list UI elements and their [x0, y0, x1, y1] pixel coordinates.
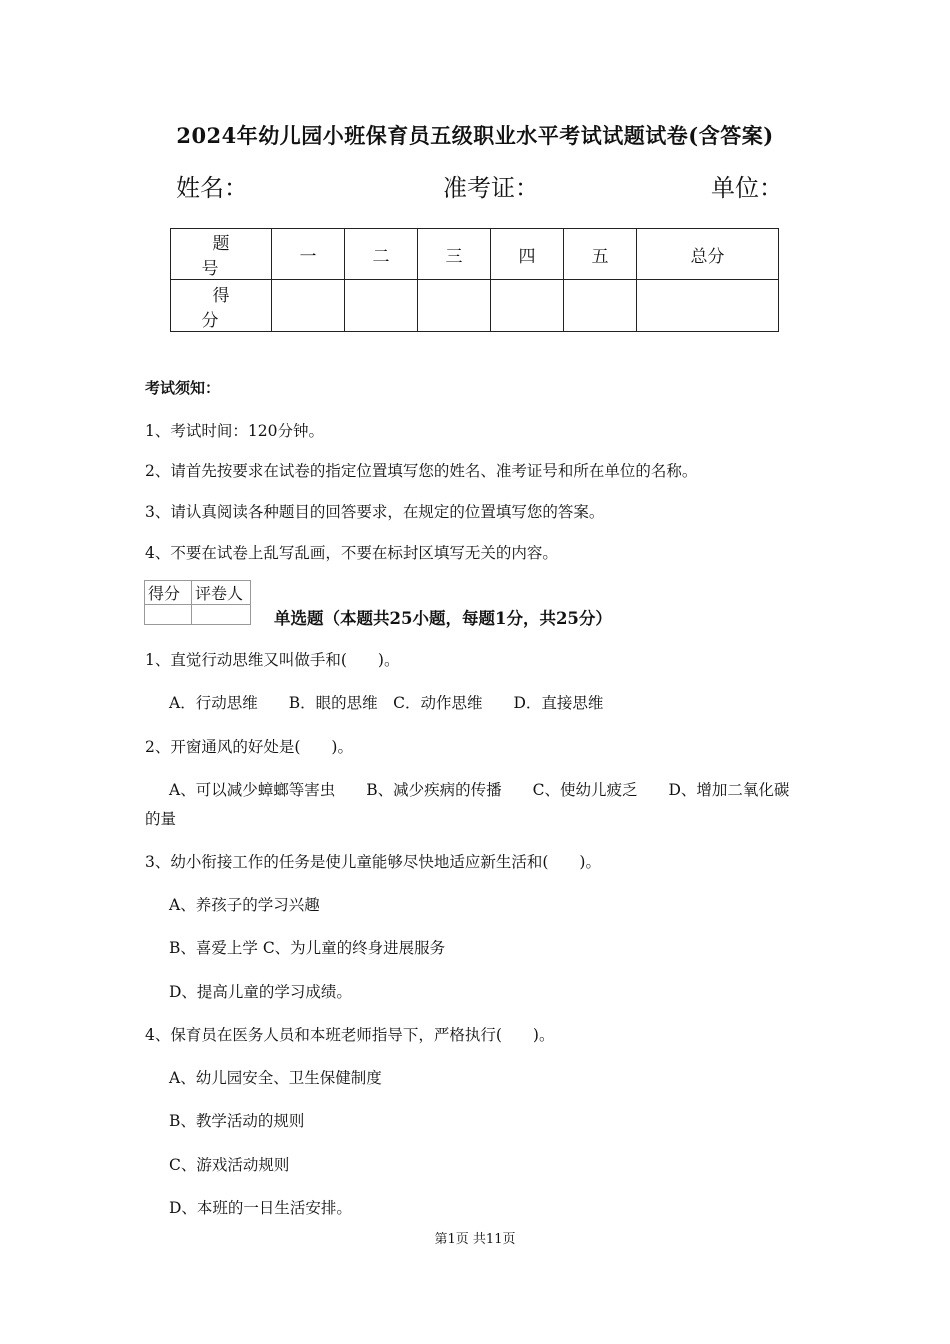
exam-number-field-label: 准考证： [443, 174, 539, 202]
score-table-cell: 题 号 [171, 229, 272, 280]
notice-title: 考试须知： [145, 379, 221, 397]
score-table-cell: 三 [418, 229, 491, 280]
notice-item: 1、考试时间：120分钟。 [145, 422, 324, 440]
name-field-label: 姓名： [176, 174, 248, 202]
question-option: A、可以减少蟑螂等害虫 B、减少疾病的传播 C、使幼儿疲乏 D、增加二氧化碳 [169, 781, 790, 799]
grader-score-label: 得分 [145, 581, 192, 605]
unit-field-label: 单位： [711, 174, 783, 202]
score-table-cell[interactable] [491, 280, 564, 332]
grader-score-cell[interactable] [145, 605, 192, 625]
grader-box [144, 580, 251, 625]
page-footer: 第1页 共11页 [434, 1232, 516, 1247]
notice-item: 4、不要在试卷上乱写乱画，不要在标封区填写无关的内容。 [145, 544, 558, 562]
section-title: 单选题（本题共25小题，每题1分，共25分） [274, 609, 612, 628]
question-option: B、喜爱上学 C、为儿童的终身进展服务 [169, 939, 446, 957]
score-table [170, 228, 779, 332]
score-table-cell: 得 分 [171, 280, 272, 332]
document-title: 2024年幼儿园小班保育员五级职业水平考试试题试卷(含答案) [176, 123, 774, 148]
score-table-header-row [171, 229, 779, 280]
question-stem: 2、开窗通风的好处是( )。 [145, 738, 353, 756]
question-stem: 4、保育员在医务人员和本班老师指导下，严格执行( )。 [145, 1026, 555, 1044]
score-table-cell: 五 [564, 229, 637, 280]
score-table-cell: 总分 [637, 229, 779, 280]
question-option: D、提高儿童的学习成绩。 [169, 983, 352, 1001]
score-table-cell[interactable] [345, 280, 418, 332]
question-option: 的量 [145, 810, 177, 828]
question-option: A、养孩子的学习兴趣 [169, 896, 320, 914]
question-option: D、本班的一日生活安排。 [169, 1199, 352, 1217]
notice-item: 3、请认真阅读各种题目的回答要求，在规定的位置填写您的答案。 [145, 503, 605, 521]
question-option: C、游戏活动规则 [169, 1156, 290, 1174]
score-table-cell[interactable] [564, 280, 637, 332]
question-option: A．行动思维 B．眼的思维 C．动作思维 D．直接思维 [169, 694, 604, 712]
grader-reviewer-cell[interactable] [192, 605, 251, 625]
score-table-score-row [171, 280, 779, 332]
score-table-cell: 一 [272, 229, 345, 280]
score-table-cell: 四 [491, 229, 564, 280]
score-table-cell[interactable] [418, 280, 491, 332]
question-option: A、幼儿园安全、卫生保健制度 [169, 1069, 382, 1087]
notice-item: 2、请首先按要求在试卷的指定位置填写您的姓名、准考证号和所在单位的名称。 [145, 462, 698, 480]
question-option: B、教学活动的规则 [169, 1112, 305, 1130]
score-table-cell: 二 [345, 229, 418, 280]
question-stem: 3、幼小衔接工作的任务是使儿童能够尽快地适应新生活和( )。 [145, 853, 601, 871]
question-stem: 1、直觉行动思维又叫做手和( )。 [145, 651, 400, 669]
score-table-cell[interactable] [637, 280, 779, 332]
grader-reviewer-label: 评卷人 [192, 581, 251, 605]
